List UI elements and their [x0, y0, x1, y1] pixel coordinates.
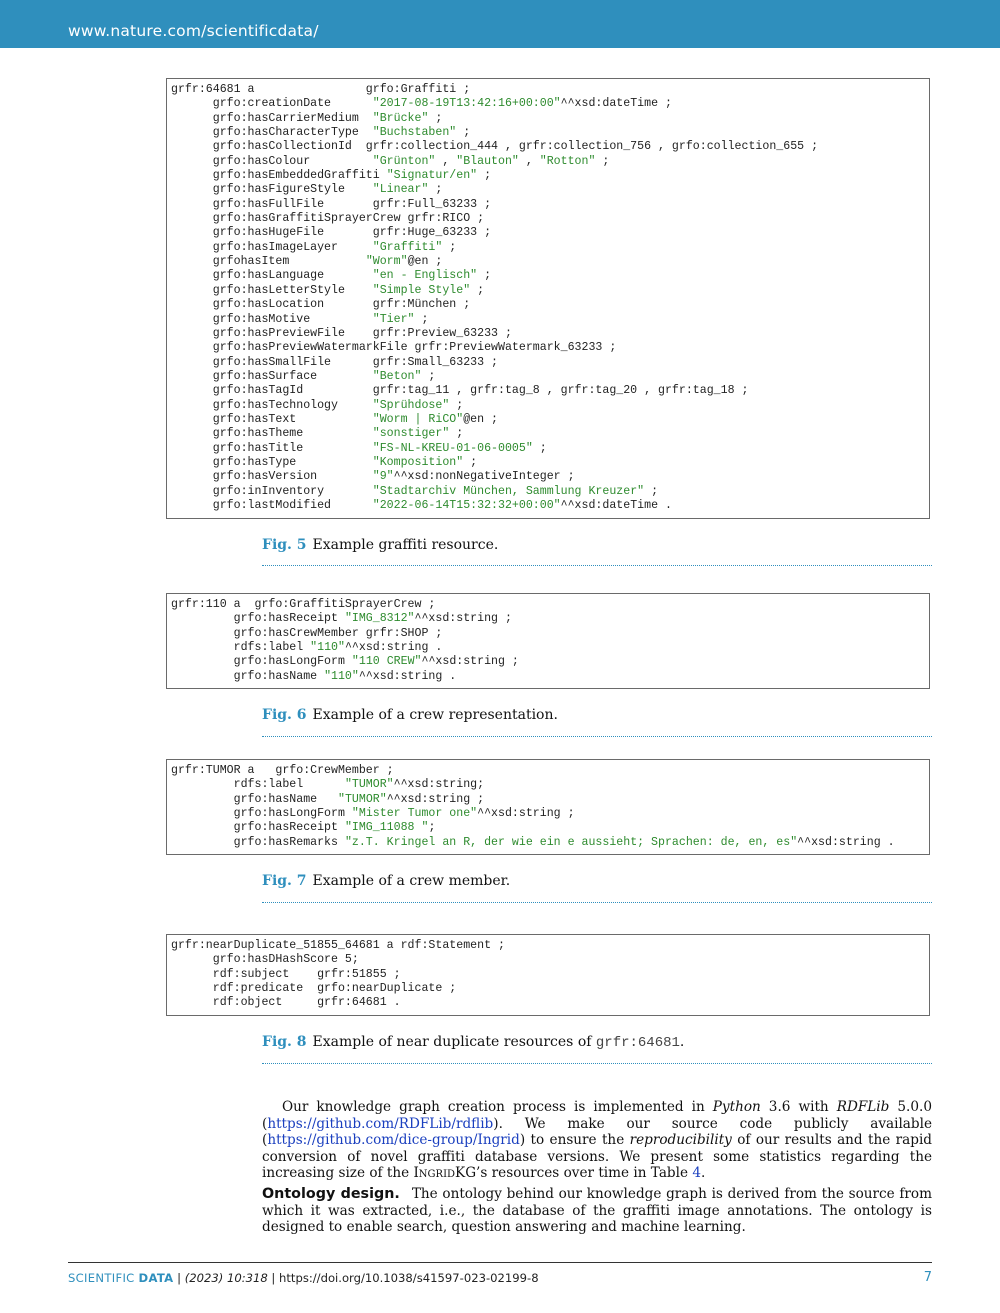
code-token: grfr:nearDuplicate_51855_64681 a rdf:Statement ; — [171, 939, 505, 952]
text: KG’s resources over time in Table — [455, 1165, 693, 1182]
code-token: ^^xsd:string; — [393, 778, 485, 792]
code-token: grfo:hasTechnology — [171, 398, 373, 412]
code-literal: "TUMOR" — [344, 778, 394, 792]
code-line — [171, 764, 929, 778]
code-line — [171, 996, 929, 1010]
code-token: rdf:predicate grfo:nearDuplicate ; — [171, 982, 457, 996]
code-token: ^^xsd:string ; — [477, 807, 575, 821]
code-token: grfo:hasFigureStyle — [171, 183, 373, 197]
figure-label: Fig. 6 — [262, 707, 307, 723]
code-token: grfo:hasTagId grfr:tag_11 , grfr:tag_8 , grfr:tag_20 , grfr:tag_18 ; — [171, 384, 749, 398]
code-line — [171, 370, 929, 384]
code-literal: "Brücke" — [372, 111, 429, 125]
code-token: ; — [477, 269, 492, 283]
code-line — [171, 793, 929, 807]
code-token: grfo:hasMotive — [171, 312, 373, 326]
code-line — [171, 968, 929, 982]
code-token: grfr:TUMOR a grfo:CrewMember ; — [171, 764, 394, 777]
code-token: grfo:hasLongForm — [171, 807, 352, 821]
code-token: @en ; — [463, 412, 499, 426]
footer-rule — [68, 1262, 932, 1263]
citation: (2023) 10:318 — [184, 1271, 268, 1285]
code-token: ; — [644, 484, 659, 498]
code-literal: "Worm | RiCO" — [372, 412, 464, 426]
code-token: grfo:hasColour — [171, 154, 373, 168]
ingrid-name: Ingrid — [413, 1165, 456, 1182]
code-line — [171, 442, 929, 456]
top-banner — [0, 0, 1000, 48]
code-literal: "Sprühdose" — [372, 398, 450, 412]
code-token: ^^xsd:string . — [344, 641, 443, 655]
journal-url[interactable]: www.nature.com/scientificdata/ — [68, 22, 319, 40]
code-token: @en ; — [407, 255, 443, 269]
body-paragraph-ontology — [262, 1186, 932, 1236]
code-line — [171, 612, 929, 626]
code-line — [171, 485, 929, 499]
code-token: grfo:hasTitle — [171, 441, 373, 455]
code-token: grfo:hasLocation grfr:München ; — [171, 298, 471, 312]
code-literal: "Grünton" — [372, 154, 436, 168]
code-token: grfo:hasReceipt — [171, 612, 345, 626]
code-token: grfo:lastModified — [171, 498, 373, 512]
code-literal: "FS-NL-KREU-01-06-0005" — [372, 441, 533, 455]
code-line — [171, 112, 929, 126]
code-token: ^^xsd:string ; — [414, 612, 512, 626]
caption-fig7 — [262, 873, 510, 889]
code-token: grfo:hasPreviewWatermarkFile grfr:PreviewWatermark_63233 ; — [171, 341, 617, 355]
text: 3.6 with — [760, 1099, 837, 1115]
code-token: ^^xsd:string . — [358, 669, 457, 683]
code-line — [171, 313, 929, 327]
code-token: , — [518, 154, 540, 168]
code-token: grfo:hasCollectionId grfr:collection_444 , grfr:collection_756 , grfo:collection_655 ; — [171, 140, 819, 154]
code-token: ; — [595, 154, 610, 168]
code-line — [171, 198, 929, 212]
figure-label: Fig. 7 — [262, 873, 307, 889]
caption-divider — [262, 902, 932, 903]
code-literal: "Buchstaben" — [372, 126, 457, 140]
text: 5.0.0 ( — [262, 1099, 932, 1132]
code-token: grfo:hasReceipt — [171, 821, 345, 835]
caption-divider — [262, 736, 932, 737]
code-token: ^^xsd:string . — [797, 835, 895, 849]
code-token: ; — [449, 398, 464, 412]
code-token: grfo:hasType — [171, 455, 373, 469]
code-line — [171, 255, 929, 269]
code-token: grfo:hasLanguage — [171, 269, 373, 283]
code-token: grfo:creationDate — [171, 97, 373, 111]
code-block-fig7 — [166, 759, 930, 855]
code-line — [171, 598, 929, 612]
code-line — [171, 655, 929, 669]
code-token: grfo:hasRemarks — [171, 835, 345, 849]
code-literal: "en - Englisch" — [372, 269, 478, 283]
code-literal: "Linear" — [372, 183, 429, 197]
caption-fig5 — [262, 537, 498, 553]
code-token: ; — [449, 427, 464, 441]
section-heading: Ontology design. — [262, 1186, 400, 1202]
code-token: ; — [463, 455, 478, 469]
code-line — [171, 269, 929, 283]
code-token: grfo:hasImageLayer — [171, 240, 373, 254]
code-literal: "9" — [372, 470, 394, 484]
code-token: ; — [428, 183, 443, 197]
code-token: rdf:object grfr:64681 . — [171, 996, 401, 1010]
code-line — [171, 83, 929, 97]
text: Our knowledge graph creation process is implemented in — [282, 1099, 713, 1115]
code-line — [171, 821, 929, 835]
code-token: rdfs:label — [171, 778, 345, 792]
code-token: ; — [421, 369, 436, 383]
code-literal: "Stadtarchiv München, Sammlung Kreuzer" — [372, 484, 645, 498]
code-line — [171, 284, 929, 298]
code-token: grfo:hasHugeFile grfr:Huge_63233 ; — [171, 226, 492, 240]
code-token: ^^xsd:nonNegativeInteger ; — [393, 470, 575, 484]
code-line — [171, 155, 929, 169]
code-token: ^^xsd:string ; — [386, 792, 485, 806]
caption-divider — [262, 1063, 932, 1064]
caption-text: Example of near duplicate resources of — [312, 1034, 596, 1050]
code-literal: "Mister Tumor one" — [351, 807, 478, 821]
code-line — [171, 413, 929, 427]
code-line — [171, 807, 929, 821]
code-literal: "IMG_11088 " — [344, 821, 429, 835]
code-line — [171, 212, 929, 226]
code-token: grfo:hasLongForm — [171, 655, 352, 669]
code-literal: "Blauton" — [456, 154, 519, 168]
code-line — [171, 140, 929, 154]
code-token: grfo:hasSmallFile grfr:Small_63233 ; — [171, 355, 498, 369]
code-token: , — [435, 154, 457, 168]
code-token: grfo:hasCharacterType — [171, 126, 373, 140]
code-token: grfo:hasDHashScore 5; — [171, 953, 359, 967]
code-token: ^^xsd:dateTime ; — [560, 97, 672, 111]
journal-brand — [68, 1271, 173, 1285]
code-token: ; — [428, 111, 443, 125]
brand-prefix: SCIENTIFIC — [68, 1271, 139, 1285]
caption-divider — [262, 565, 932, 566]
code-line — [171, 183, 929, 197]
code-line — [171, 939, 929, 953]
code-line — [171, 399, 929, 413]
footer — [68, 1271, 539, 1285]
code-token: grfr:110 a grfo:GraffitiSprayerCrew ; — [171, 598, 436, 611]
code-line — [171, 241, 929, 255]
caption-end: . — [679, 1034, 685, 1050]
code-literal: "110" — [324, 669, 359, 683]
code-line — [171, 356, 929, 370]
page-number: 7 — [923, 1270, 932, 1285]
caption-text: Example of a crew member. — [312, 873, 511, 889]
code-token: ^^xsd:dateTime . — [560, 498, 672, 512]
code-literal: "IMG_8312" — [344, 612, 415, 626]
code-token: grfo:hasFullFile grfr:Full_63233 ; — [171, 197, 492, 211]
code-block-fig6 — [166, 593, 930, 689]
code-literal: "Beton" — [372, 369, 422, 383]
brand-bold: DATA — [138, 1271, 174, 1285]
figure-label: Fig. 5 — [262, 537, 307, 553]
caption-text: Example of a crew representation. — [312, 707, 558, 723]
code-literal: "Komposition" — [372, 455, 464, 469]
code-token: ; — [477, 169, 492, 183]
code-token: rdf:subject grfr:51855 ; — [171, 967, 401, 981]
text: of our results and the rapid conversion of novel graffiti database versions. We present some statistics regarding the increasing size of the — [262, 1132, 932, 1182]
code-token: ^^xsd:string ; — [421, 655, 519, 669]
text: ). We make our source code publicly available ( — [262, 1115, 932, 1149]
code-line — [171, 226, 929, 240]
code-line — [171, 384, 929, 398]
code-token: grfo:hasGraffitiSprayerCrew grfr:RICO ; — [171, 212, 485, 226]
caption-fig8 — [262, 1034, 684, 1051]
figure-label: Fig. 8 — [262, 1034, 307, 1050]
code-token: grfo:hasSurface — [171, 369, 373, 383]
code-line — [171, 470, 929, 484]
code-line — [171, 456, 929, 470]
code-token: grfo:hasPreviewFile grfr:Preview_63233 ; — [171, 326, 512, 340]
code-token: grfohasItem — [171, 255, 366, 269]
ingrid-repo-link[interactable]: https://github.com/dice-group/Ingrid — [267, 1132, 520, 1149]
code-literal: "Rotton" — [539, 154, 596, 168]
code-literal: "z.T. Kringel an R, der wie ein e aussieht; Sprachen: de, en, es" — [344, 835, 798, 849]
code-line — [171, 341, 929, 355]
code-line — [171, 126, 929, 140]
code-token: grfo:hasName — [171, 792, 338, 806]
code-token: grfo:hasCarrierMedium — [171, 111, 373, 125]
code-line — [171, 499, 929, 513]
code-literal: "Graffiti" — [372, 240, 443, 254]
reproducibility-term: reproducibility — [629, 1132, 732, 1149]
code-token: ; — [414, 312, 429, 326]
code-line — [171, 627, 929, 641]
code-literal: "Worm" — [365, 255, 408, 269]
code-token: grfr:64681 a grfo:Graffiti ; — [171, 83, 471, 96]
rdflib-link[interactable]: https://github.com/RDFLib/rdflib — [267, 1115, 494, 1132]
code-token: ; — [532, 441, 547, 455]
code-literal: "110 CREW" — [351, 655, 422, 669]
code-block-fig8 — [166, 934, 930, 1016]
code-token: ; — [442, 240, 457, 254]
rdflib-term: RDFLib — [836, 1099, 890, 1115]
code-literal: "2022-06-14T15:32:32+00:00" — [372, 498, 561, 512]
caption-code: grfr:64681 — [595, 1035, 680, 1051]
code-block-fig5 — [166, 78, 930, 519]
table-4-link[interactable]: 4 — [692, 1165, 701, 1182]
code-literal: "sonstiger" — [372, 427, 450, 441]
code-line — [171, 778, 929, 792]
caption-fig6 — [262, 707, 558, 723]
code-token: grfo:hasCrewMember grfr:SHOP ; — [171, 626, 443, 640]
code-token: grfo:hasTheme — [171, 427, 373, 441]
ontology-text: The ontology behind our knowledge graph is derived from the source from which it was extracted, i.e., the database of the graffiti image annotations. The ontology is designed to enable search, question answering and machine learning. — [262, 1186, 932, 1236]
code-token: grfo:hasEmbeddedGraffiti — [171, 169, 387, 183]
code-token: grfo:hasText — [171, 412, 373, 426]
code-token: grfo:hasLetterStyle — [171, 283, 373, 297]
code-line — [171, 953, 929, 967]
code-token: grfo:hasVersion — [171, 470, 373, 484]
code-line — [171, 327, 929, 341]
code-line — [171, 836, 929, 850]
caption-text: Example graffiti resource. — [312, 537, 499, 553]
code-token: rdfs:label — [171, 641, 311, 655]
python-term: Python — [712, 1099, 761, 1115]
code-token: ; — [456, 126, 471, 140]
code-token: grfo:hasName — [171, 669, 325, 683]
code-literal: "2017-08-19T13:42:16+00:00" — [372, 97, 561, 111]
text: . — [701, 1165, 706, 1182]
body-paragraph-implementation — [262, 1099, 932, 1182]
code-line — [171, 641, 929, 655]
doi[interactable]: | https://doi.org/10.1038/s41597-023-02199-8 — [267, 1271, 539, 1285]
code-token: grfo:inInventory — [171, 484, 373, 498]
code-token: ; — [470, 283, 485, 297]
code-line — [171, 982, 929, 996]
code-line — [171, 169, 929, 183]
code-literal: "Simple Style" — [372, 283, 471, 297]
code-line — [171, 97, 929, 111]
code-literal: "Signatur/en" — [386, 169, 478, 183]
code-line — [171, 427, 929, 441]
code-line — [171, 298, 929, 312]
code-literal: "110" — [310, 641, 345, 655]
footer-separator: | — [173, 1271, 185, 1285]
code-literal: "Tier" — [372, 312, 415, 326]
code-literal: "TUMOR" — [337, 792, 387, 806]
text: ) to ensure the — [519, 1132, 630, 1149]
code-line — [171, 670, 929, 684]
code-token: ; — [428, 821, 436, 835]
